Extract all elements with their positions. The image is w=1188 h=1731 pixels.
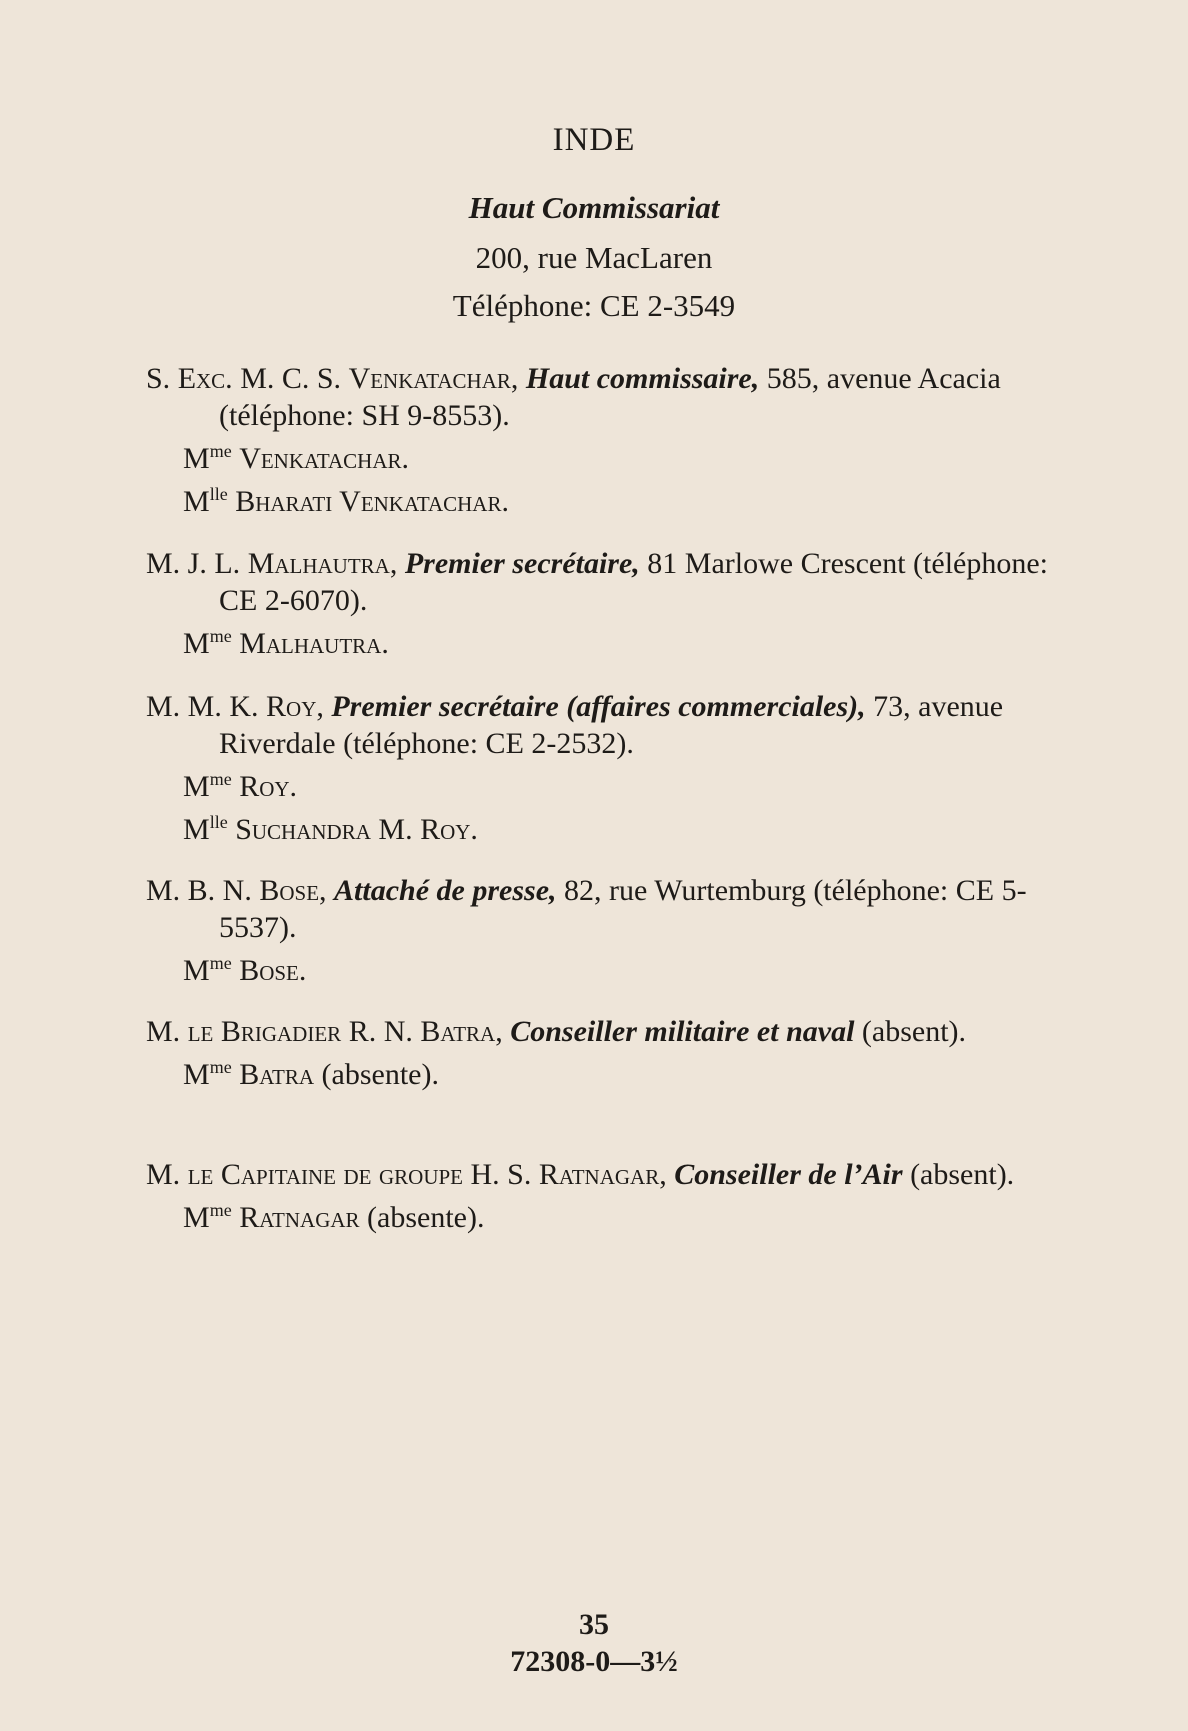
honorific-sup: me xyxy=(209,1200,232,1220)
entry-venkatachar xyxy=(146,360,1061,520)
family-surname: Roy. xyxy=(420,813,478,846)
honorific-sup: me xyxy=(209,626,232,646)
job-title: Premier secrétaire, xyxy=(404,547,640,580)
honorific: M xyxy=(183,770,210,803)
honorific: M xyxy=(183,954,210,987)
country-heading: INDE xyxy=(552,122,636,158)
office-address: 200, rue MacLaren xyxy=(475,240,713,275)
honorific: M xyxy=(183,627,210,660)
honorific: M xyxy=(183,485,210,518)
entry-main xyxy=(146,545,1061,619)
status-note: (absente). xyxy=(359,1201,485,1234)
name-prefix: M. M. K. xyxy=(146,690,267,723)
honorific: M xyxy=(183,1058,210,1091)
family-name: Ratnagar xyxy=(239,1201,360,1234)
job-title: Conseiller de l’Air xyxy=(674,1158,903,1191)
name-prefix: M. B. N. xyxy=(146,874,260,907)
family-name: Bharati Venkatachar. xyxy=(235,485,509,518)
initials: M. C. S. xyxy=(232,362,349,395)
status-note: (absente). xyxy=(314,1058,439,1091)
surname: Malhautra, xyxy=(247,547,398,580)
family-initials: M. xyxy=(370,813,421,846)
rank: le Capitaine de groupe xyxy=(187,1158,463,1191)
family-name: Roy. xyxy=(239,770,298,803)
family-name: Malhautra. xyxy=(239,627,389,660)
entry-roy xyxy=(146,688,1061,848)
job-title: Attaché de presse, xyxy=(334,874,557,907)
office-heading: Haut Commissariat xyxy=(468,190,720,225)
entry-malhautra xyxy=(146,545,1061,662)
address-phone: 82, rue Wurtemburg (téléphone: CE 5-5537). xyxy=(219,874,1027,944)
honorific-sup: me xyxy=(209,953,232,973)
family-member xyxy=(146,811,1061,848)
family-member xyxy=(146,952,1061,989)
address-phone: 73, avenue Riverdale (téléphone: CE 2-2532). xyxy=(219,690,1004,760)
rank: le Brigadier xyxy=(187,1015,342,1048)
honorific: M xyxy=(183,813,210,846)
address-phone: 585, avenue Acacia (téléphone: SH 9-8553). xyxy=(219,362,1001,432)
family-member xyxy=(146,440,1061,477)
surname: Bose, xyxy=(259,874,327,907)
print-code: 72308-0—3½ xyxy=(510,1645,678,1678)
initials: H. S. xyxy=(463,1158,539,1191)
honorific-sup: me xyxy=(209,1057,232,1077)
entry-main xyxy=(146,1156,1061,1193)
entry-ratnagar xyxy=(146,1156,1061,1236)
job-title: Premier secrétaire (affaires commerciales), xyxy=(331,690,866,723)
status-note: (absent). xyxy=(902,1158,1015,1191)
job-title: Haut commissaire, xyxy=(525,362,760,395)
address-phone: 81 Marlowe Crescent (téléphone: CE 2-6070). xyxy=(219,547,1048,617)
honorific-sup: lle xyxy=(209,812,228,832)
family-name: Venkatachar. xyxy=(239,442,410,475)
family-member xyxy=(146,625,1061,662)
entry-main xyxy=(146,360,1061,434)
page-number: 35 xyxy=(579,1608,609,1641)
status-note: (absent). xyxy=(854,1015,967,1048)
family-name: Batra xyxy=(239,1058,315,1091)
family-member xyxy=(146,483,1061,520)
surname: Venkatachar, xyxy=(348,362,519,395)
honorific-sup: me xyxy=(209,769,232,789)
name-prefix: M. J. L. xyxy=(146,547,248,580)
entry-main xyxy=(146,688,1061,762)
family-member xyxy=(146,1056,1061,1093)
family-name: Suchandra xyxy=(235,813,371,846)
honorific: M xyxy=(183,442,210,475)
name-prefix: S. xyxy=(146,362,178,395)
entry-main xyxy=(146,872,1061,946)
surname: Roy, xyxy=(266,690,324,723)
honorific-sup: me xyxy=(209,441,232,461)
family-name: Bose. xyxy=(239,954,307,987)
name-prefix: M. xyxy=(146,1015,188,1048)
honorific: M xyxy=(183,1201,210,1234)
entry-main xyxy=(146,1013,1061,1050)
initials: R. N. xyxy=(341,1015,421,1048)
surname: Ratnagar, xyxy=(538,1158,667,1191)
entry-batra xyxy=(146,1013,1061,1093)
job-title: Conseiller militaire et naval xyxy=(510,1015,855,1048)
name-prefix: M. xyxy=(146,1158,188,1191)
office-phone: Téléphone: CE 2-3549 xyxy=(452,288,736,323)
family-member xyxy=(146,768,1061,805)
entry-bose xyxy=(146,872,1061,989)
honorific: Exc. xyxy=(177,362,233,395)
family-member xyxy=(146,1199,1061,1236)
surname: Batra, xyxy=(420,1015,503,1048)
honorific-sup: lle xyxy=(209,484,228,504)
